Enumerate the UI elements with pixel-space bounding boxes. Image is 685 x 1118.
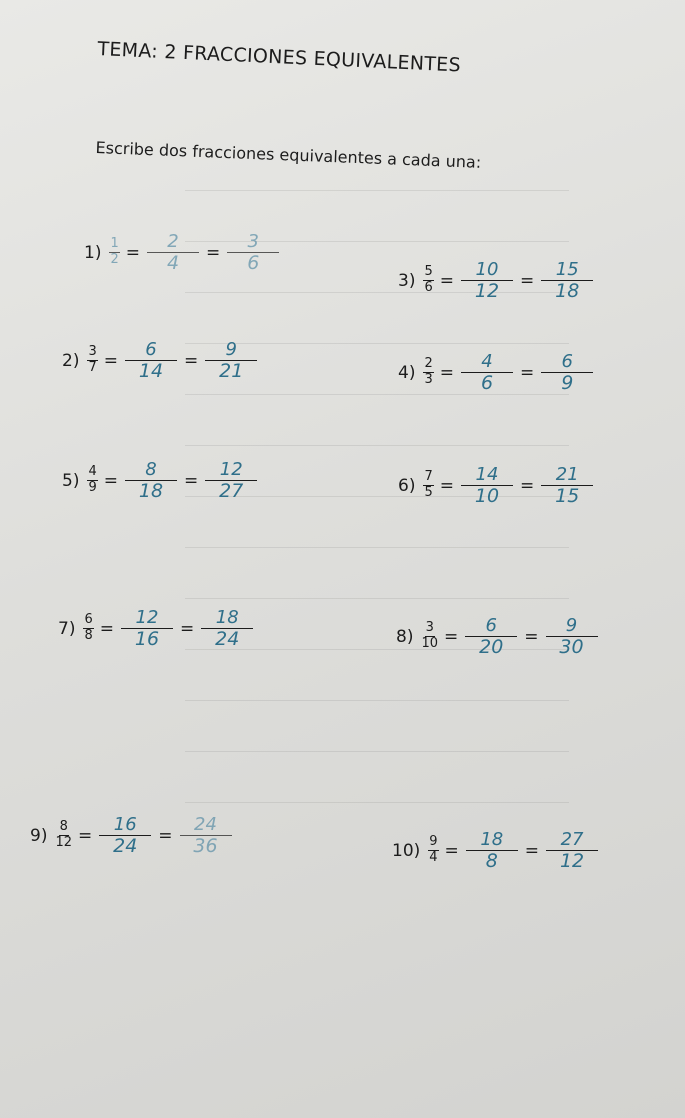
equals-sign: = — [99, 618, 114, 639]
problem-number: 6) — [398, 475, 416, 496]
problem-number: 1) — [84, 242, 102, 263]
answer-denominator: 21 — [219, 359, 244, 382]
equals-sign: = — [103, 470, 118, 491]
given-fraction — [87, 465, 97, 496]
equals-sign: = — [183, 350, 199, 371]
given-fraction — [109, 237, 119, 268]
answer-2 — [180, 815, 232, 857]
numerator: 4 — [88, 464, 97, 480]
denominator: 12 — [55, 835, 72, 851]
numerator: 6 — [84, 612, 93, 628]
answer-1 — [125, 460, 177, 502]
answer-2 — [227, 232, 279, 274]
answer-denominator: 4 — [166, 251, 180, 274]
problem-number: 2) — [62, 350, 80, 371]
problem-number: 8) — [396, 626, 414, 647]
answer-numerator: 18 — [466, 830, 518, 851]
equals-sign: = — [158, 825, 173, 846]
instruction-text: Escribe dos fracciones equivalentes a cada una: — [95, 138, 482, 172]
numerator: 3 — [425, 620, 434, 636]
numerator: 5 — [424, 264, 433, 280]
problem-10 — [392, 830, 601, 872]
problem-3 — [398, 260, 596, 302]
answer-denominator: 12 — [474, 279, 500, 302]
answer-denominator: 6 — [247, 251, 260, 274]
answer-numerator: 6 — [465, 616, 517, 637]
equals-sign: = — [439, 362, 454, 383]
given-fraction — [423, 265, 433, 296]
problem-4 — [398, 352, 596, 394]
problem-6 — [398, 465, 596, 507]
problem-number: 5) — [62, 470, 80, 491]
answer-numerator: 16 — [99, 815, 151, 836]
answer-1 — [461, 352, 513, 394]
answer-1 — [465, 616, 517, 658]
numerator: 2 — [424, 356, 433, 372]
problem-number: 7) — [58, 618, 76, 639]
answer-denominator: 30 — [559, 635, 584, 658]
given-fraction — [87, 345, 97, 376]
numerator: 3 — [88, 344, 97, 360]
problem-7 — [58, 608, 256, 650]
equals-sign: = — [444, 626, 459, 647]
answer-denominator: 20 — [479, 635, 504, 658]
equals-sign: = — [179, 618, 195, 639]
equals-sign: = — [125, 242, 140, 263]
answer-denominator: 24 — [113, 834, 138, 857]
answer-2 — [541, 352, 593, 394]
denominator: 5 — [424, 485, 433, 501]
answer-numerator: 9 — [546, 616, 598, 637]
problem-number: 9) — [30, 825, 48, 846]
answer-numerator: 10 — [461, 260, 513, 281]
denominator: 10 — [421, 636, 438, 652]
answer-numerator: 4 — [461, 352, 513, 373]
problem-number: 10) — [392, 840, 421, 861]
answer-2 — [205, 340, 257, 382]
answer-2 — [546, 616, 598, 658]
answer-numerator: 6 — [125, 340, 177, 361]
answer-denominator: 16 — [134, 627, 160, 650]
denominator: 6 — [424, 280, 433, 296]
answer-2 — [541, 465, 593, 507]
given-fraction — [55, 820, 72, 851]
answer-numerator: 21 — [541, 465, 593, 486]
denominator: 2 — [110, 252, 119, 268]
answer-1 — [121, 608, 173, 650]
equals-sign: = — [519, 270, 535, 291]
equals-sign: = — [519, 362, 535, 383]
answer-denominator: 9 — [561, 371, 574, 394]
answer-denominator: 36 — [193, 834, 218, 857]
answer-1 — [147, 232, 199, 274]
answer-2 — [205, 460, 257, 502]
denominator: 8 — [84, 628, 93, 644]
answer-numerator: 15 — [541, 260, 593, 281]
answer-2 — [201, 608, 253, 650]
answer-numerator: 2 — [147, 232, 199, 253]
answer-denominator: 14 — [138, 359, 164, 382]
equals-sign: = — [524, 840, 540, 861]
worksheet-title: TEMA: 2 FRACCIONES EQUIVALENTES — [97, 38, 462, 77]
answer-numerator: 14 — [461, 465, 513, 486]
given-fraction — [83, 613, 93, 644]
equals-sign: = — [519, 475, 535, 496]
problem-2 — [62, 340, 260, 382]
problem-8 — [396, 616, 601, 658]
answer-numerator: 24 — [180, 815, 232, 836]
answer-denominator: 15 — [555, 484, 580, 507]
numerator: 8 — [59, 819, 68, 835]
equals-sign: = — [524, 626, 539, 647]
given-fraction — [421, 621, 438, 652]
answer-1 — [99, 815, 151, 857]
given-fraction — [428, 835, 438, 866]
problem-number: 4) — [398, 362, 416, 383]
answer-denominator: 18 — [555, 279, 580, 302]
denominator: 4 — [429, 850, 438, 866]
answer-1 — [461, 260, 513, 302]
problem-number: 3) — [398, 270, 416, 291]
given-fraction — [423, 470, 433, 501]
answer-denominator: 10 — [474, 484, 500, 507]
equals-sign: = — [183, 470, 199, 491]
answer-numerator: 6 — [541, 352, 593, 373]
answer-denominator: 12 — [559, 849, 585, 872]
answer-numerator: 27 — [546, 830, 598, 851]
numerator: 7 — [424, 469, 433, 485]
answer-denominator: 6 — [480, 371, 494, 394]
answer-1 — [125, 340, 177, 382]
answer-numerator: 9 — [205, 340, 257, 361]
equals-sign: = — [444, 840, 459, 861]
denominator: 9 — [88, 480, 97, 496]
answer-numerator: 3 — [227, 232, 279, 253]
answer-denominator: 27 — [219, 479, 244, 502]
denominator: 7 — [88, 360, 97, 376]
equals-sign: = — [439, 475, 454, 496]
given-fraction — [423, 357, 433, 388]
answer-numerator: 8 — [125, 460, 177, 481]
answer-1 — [461, 465, 513, 507]
problem-1 — [84, 232, 282, 274]
problem-5 — [62, 460, 260, 502]
answer-numerator: 12 — [121, 608, 173, 629]
answer-numerator: 12 — [205, 460, 257, 481]
answer-2 — [541, 260, 593, 302]
equals-sign: = — [205, 242, 221, 263]
answer-2 — [546, 830, 598, 872]
answer-1 — [466, 830, 518, 872]
numerator: 1 — [110, 236, 119, 252]
answer-numerator: 18 — [201, 608, 253, 629]
answer-denominator: 24 — [215, 627, 240, 650]
denominator: 3 — [424, 372, 433, 388]
answer-denominator: 8 — [485, 849, 498, 872]
numerator: 9 — [429, 834, 438, 850]
equals-sign: = — [78, 825, 93, 846]
answer-denominator: 18 — [138, 479, 164, 502]
equals-sign: = — [439, 270, 454, 291]
problem-9 — [30, 815, 235, 857]
equals-sign: = — [103, 350, 118, 371]
